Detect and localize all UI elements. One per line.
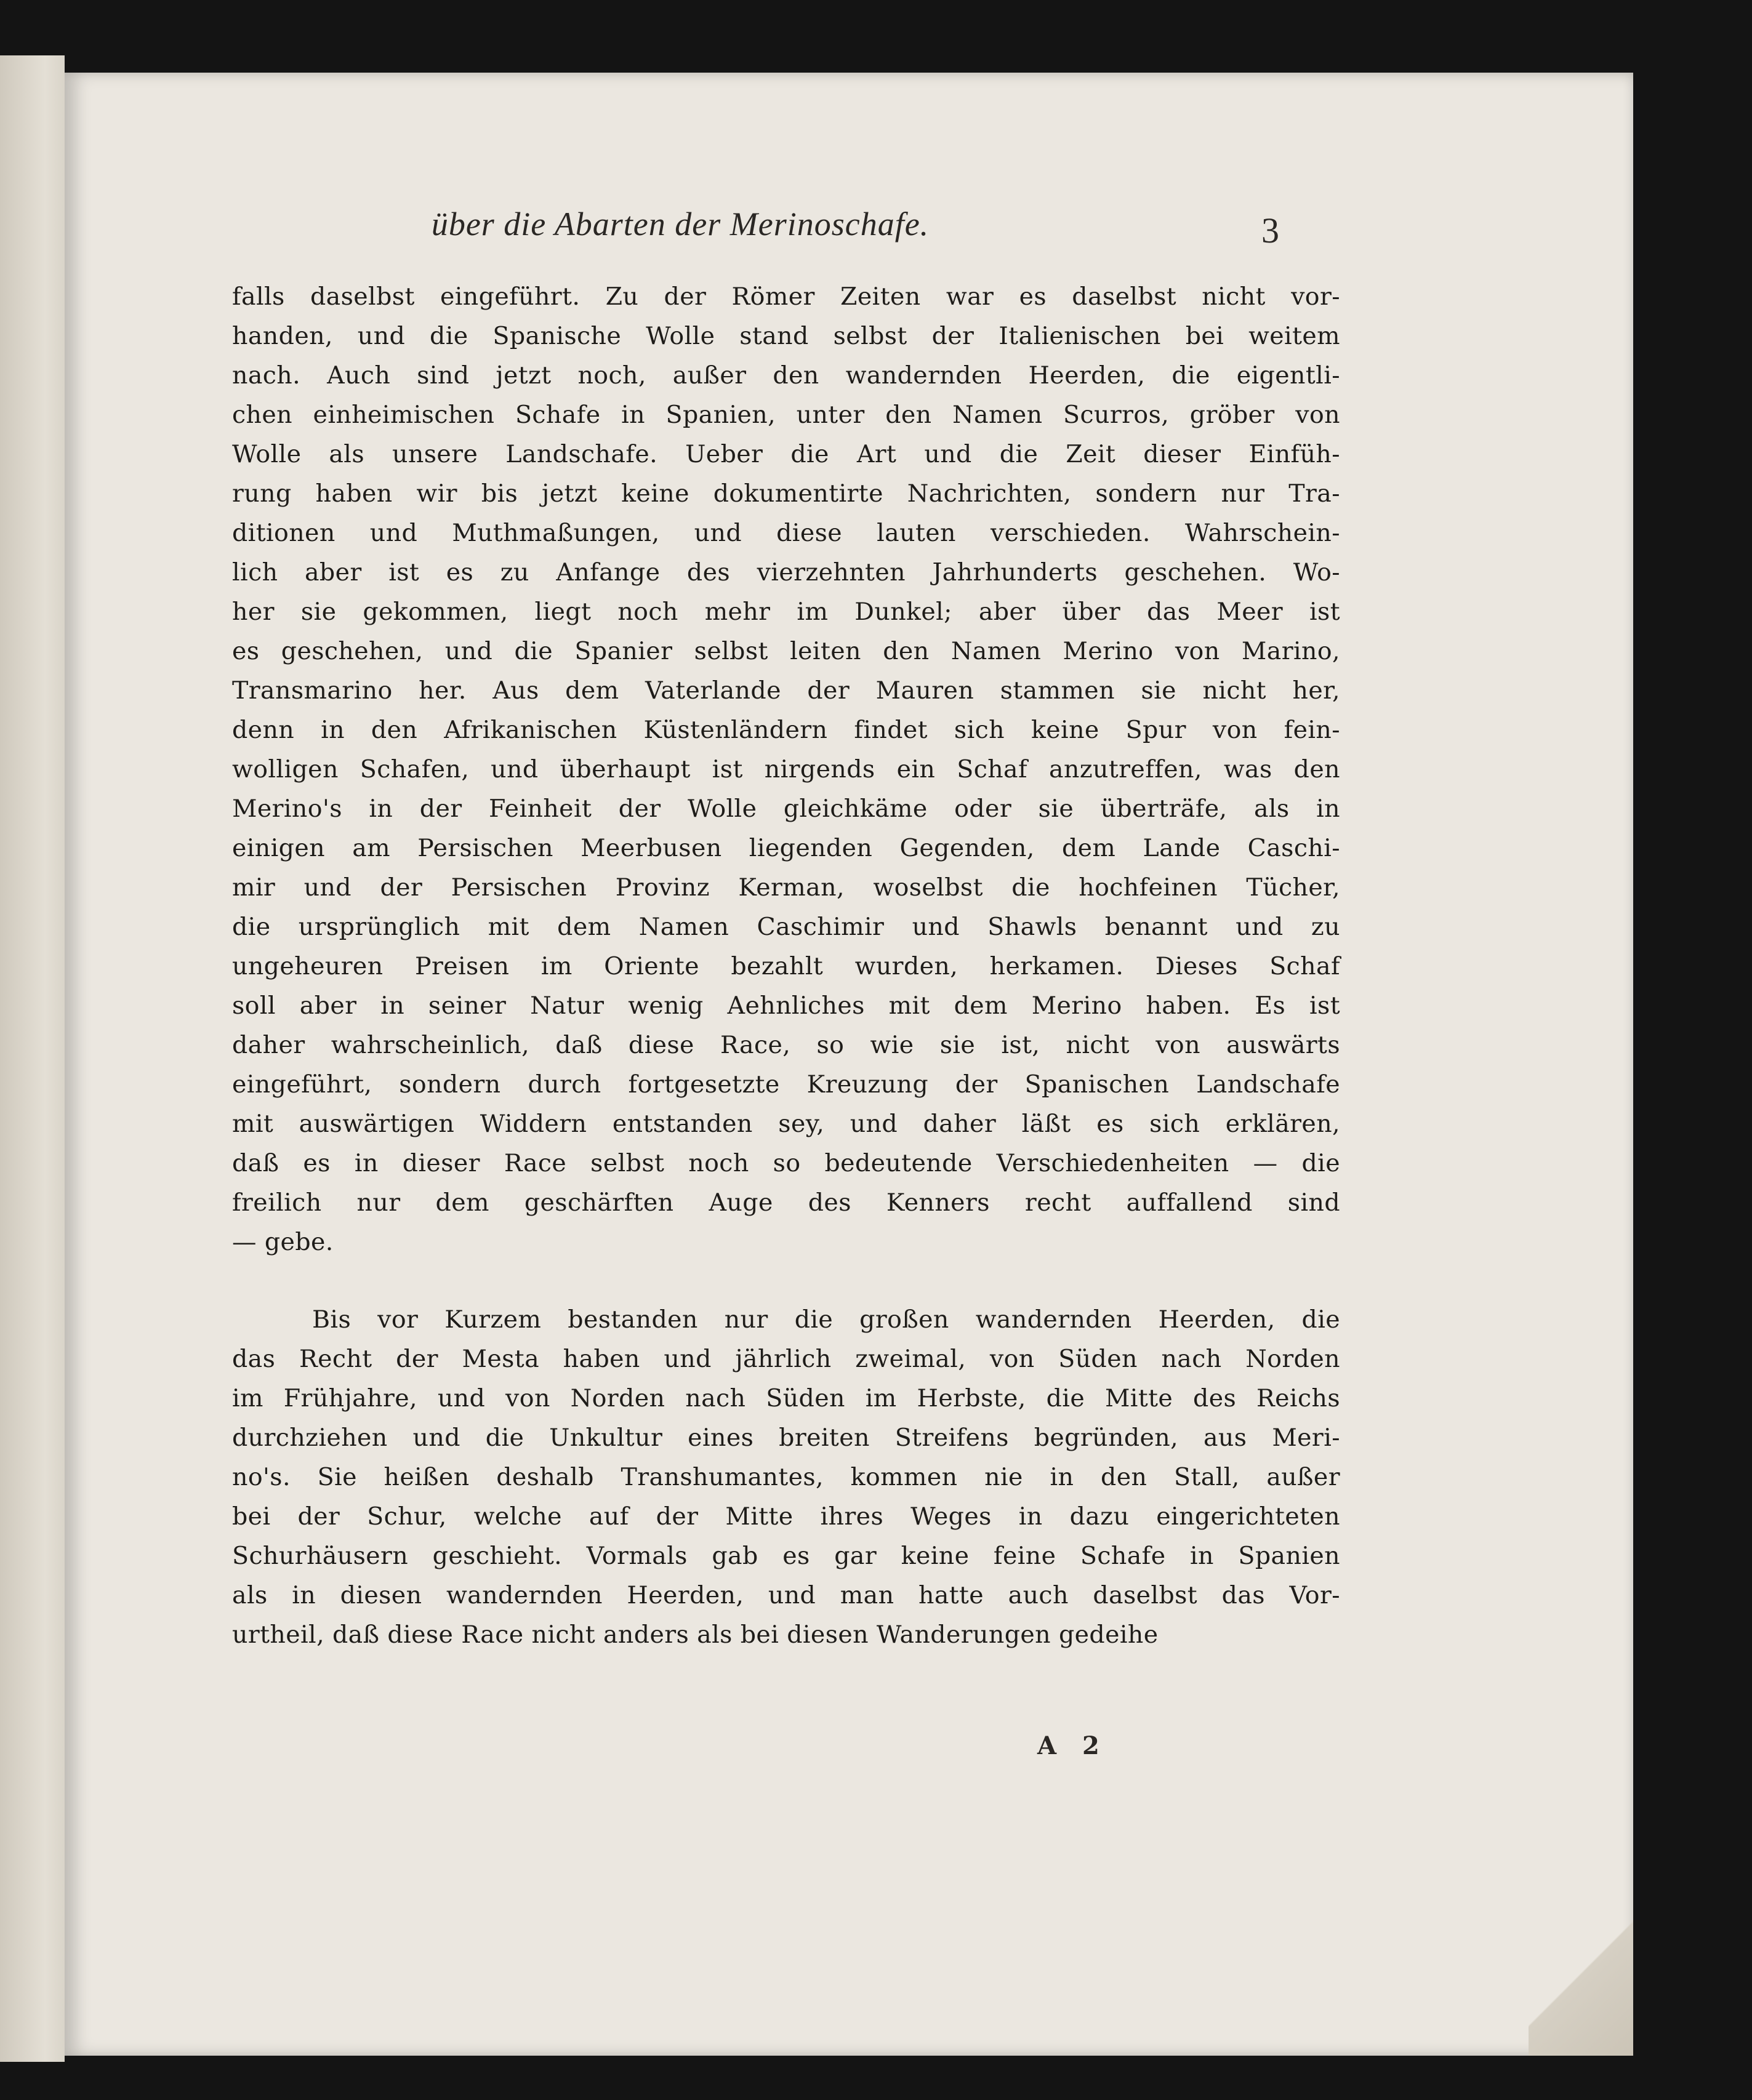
text-line: — gebe.	[232, 1228, 334, 1256]
text-line: mir und der Persischen Provinz Kerman, woselbst die hochfeinen Tücher,	[232, 873, 1340, 902]
paragraph-gap	[232, 1262, 1340, 1300]
text-line: freilich nur dem geschärften Auge des Kenners recht auffallend sind	[232, 1188, 1340, 1217]
text-line: soll aber in seiner Natur wenig Aehnliches mit dem Merino haben. Es ist	[232, 992, 1340, 1020]
text-line: bei der Schur, welche auf der Mitte ihres Weges in dazu eingerichteten	[232, 1502, 1340, 1531]
text-line: durchziehen und die Unkultur eines breiten Streifens begründen, aus Meri-	[232, 1424, 1340, 1452]
text-line: her sie gekommen, liegt noch mehr im Dunkel; aber über das Meer ist	[232, 598, 1340, 626]
text-line: Wolle als unsere Landschafe. Ueber die Art und die Zeit dieser Einfüh-	[232, 440, 1340, 468]
text-line: mit auswärtigen Widdern entstanden sey, und daher läßt es sich erklären,	[232, 1110, 1340, 1138]
text-line: die ursprünglich mit dem Namen Caschimir und Shawls benannt und zu	[232, 913, 1340, 941]
text-line: denn in den Afrikanischen Küstenländern findet sich keine Spur von fein-	[232, 716, 1340, 744]
text-line: lich aber ist es zu Anfange des vierzehnten Jahrhunderts geschehen. Wo-	[232, 558, 1340, 587]
page-number: 3	[1261, 210, 1279, 250]
text-line: im Frühjahre, und von Norden nach Süden im Herbste, die Mitte des Reichs	[232, 1384, 1340, 1413]
corner-fold	[1529, 1914, 1633, 2056]
text-line: Transmarino her. Aus dem Vaterlande der Mauren stammen sie nicht her,	[232, 676, 1340, 705]
text-line: als in diesen wandernden Heerden, und man hatte auch daselbst das Vor-	[232, 1581, 1340, 1609]
text-line: ditionen und Muthmaßungen, und diese lauten verschieden. Wahrschein-	[232, 519, 1340, 547]
text-line: nach. Auch sind jetzt noch, außer den wandernden Heerden, die eigentli-	[232, 361, 1340, 390]
text-line: eingeführt, sondern durch fortgesetzte Kreuzung der Spanischen Landschafe	[232, 1070, 1340, 1099]
signature-mark: A 2	[1037, 1731, 1108, 1760]
text-line: daher wahrscheinlich, daß diese Race, so wie sie ist, nicht von auswärts	[232, 1031, 1340, 1059]
text-line: Bis vor Kurzem bestanden nur die großen wandernden Heerden, die	[312, 1305, 1340, 1334]
text-line: es geschehen, und die Spanier selbst leiten den Namen Merino von Marino,	[232, 637, 1340, 665]
text-line: Schurhäusern geschieht. Vormals gab es gar keine feine Schafe in Spanien	[232, 1542, 1340, 1570]
text-line: das Recht der Mesta haben und jährlich zweimal, von Süden nach Norden	[232, 1345, 1340, 1373]
text-line: no's. Sie heißen deshalb Transhumantes, kommen nie in den Stall, außer	[232, 1463, 1340, 1491]
paragraph-2	[232, 1300, 1340, 1654]
paragraph-1	[232, 277, 1340, 1262]
text-line: wolligen Schafen, und überhaupt ist nirgends ein Schaf anzutreffen, was den	[232, 755, 1340, 783]
text-line: handen, und die Spanische Wolle stand selbst der Italienischen bei weitem	[232, 322, 1340, 350]
text-line: chen einheimischen Schafe in Spanien, unter den Namen Scurros, gröber von	[232, 401, 1340, 429]
text-line: ungeheuren Preisen im Oriente bezahlt wurden, herkamen. Dieses Schaf	[232, 952, 1340, 980]
previous-page-edge	[0, 55, 65, 2062]
page-body	[232, 277, 1340, 1654]
text-line: daß es in dieser Race selbst noch so bedeutende Verschiedenheiten — die	[232, 1149, 1340, 1177]
page-header	[65, 205, 1633, 260]
text-line: Merino's in der Feinheit der Wolle gleichkäme oder sie überträfe, als in	[232, 795, 1340, 823]
text-line: rung haben wir bis jetzt keine dokumentirte Nachrichten, sondern nur Tra-	[232, 479, 1340, 508]
text-line: einigen am Persischen Meerbusen liegenden Gegenden, dem Lande Caschi-	[232, 834, 1340, 862]
running-title: über die Abarten der Merinoschafe.	[431, 206, 930, 242]
text-line: falls daselbst eingeführt. Zu der Römer Zeiten war es daselbst nicht vor-	[232, 283, 1340, 311]
text-line: urtheil, daß diese Race nicht anders als bei diesen Wanderungen gedeihe	[232, 1621, 1159, 1649]
book-page	[65, 73, 1633, 2056]
